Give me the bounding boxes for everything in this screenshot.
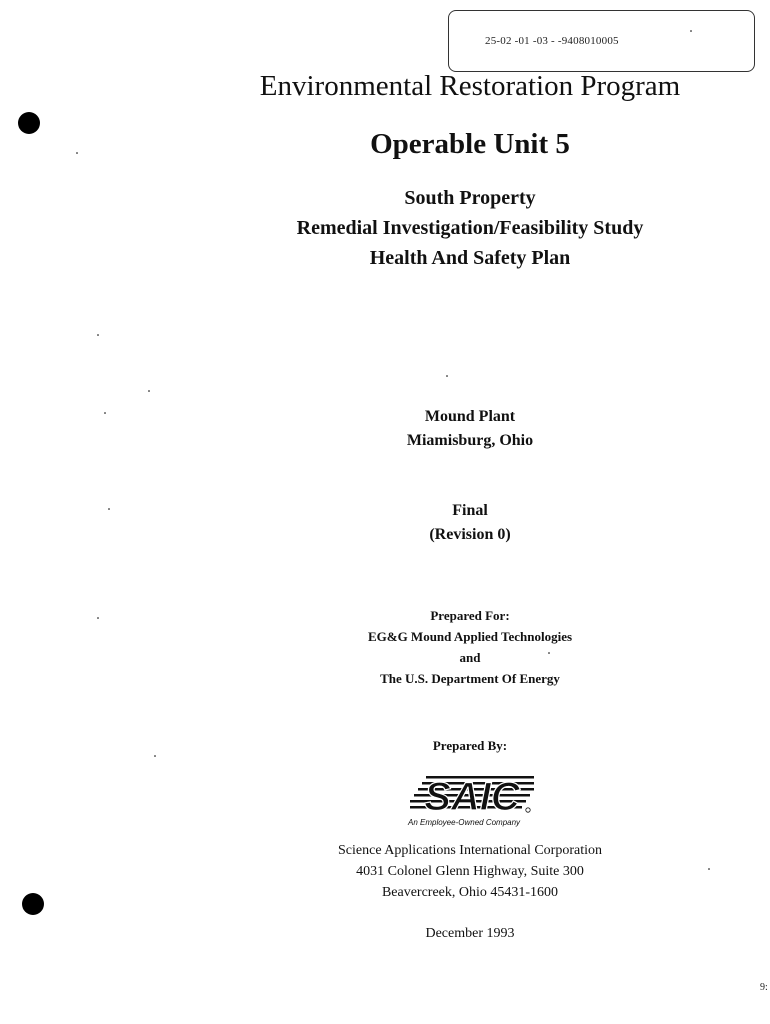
program-title: Environmental Restoration Program — [259, 70, 681, 102]
prepared-for-org-2: The U.S. Department Of Energy — [380, 671, 560, 686]
hole-punch-top — [18, 112, 40, 134]
scan-speck — [154, 755, 156, 757]
scan-speck — [97, 617, 99, 619]
company-address-line-1: 4031 Colonel Glenn Highway, Suite 300 — [356, 864, 584, 879]
page-corner-mark: 9: — [760, 982, 768, 993]
scan-speck — [148, 390, 150, 392]
company-address-line-2: Beavercreek, Ohio 45431-1600 — [381, 885, 559, 900]
scan-speck — [708, 868, 710, 870]
document-date: December 1993 — [425, 926, 515, 941]
plant-location: Miamisburg, Ohio — [406, 432, 534, 449]
prepared-for-org-1: EG&G Mound Applied Technologies — [367, 629, 573, 644]
subtitle-south-property: South Property — [404, 187, 536, 209]
subtitle-health-safety-plan: Health And Safety Plan — [369, 247, 571, 269]
scan-speck — [446, 375, 448, 377]
scan-speck — [108, 508, 110, 510]
saic-logo-graphic — [408, 772, 538, 822]
saic-tagline: An Employee-Owned Company — [408, 818, 521, 827]
document-revision: (Revision 0) — [429, 526, 511, 543]
scan-speck — [97, 334, 99, 336]
operable-unit-title: Operable Unit 5 — [370, 128, 570, 160]
plant-name: Mound Plant — [424, 408, 516, 425]
scan-speck — [690, 30, 692, 32]
scan-speck — [548, 652, 550, 654]
hole-punch-bottom — [22, 893, 44, 915]
saic-logo-text: SAIC — [424, 775, 520, 819]
subtitle-ri-fs: Remedial Investigation/Feasibility Study — [296, 217, 644, 239]
document-status: Final — [452, 502, 488, 519]
prepared-by-label: Prepared By: — [432, 738, 508, 753]
scan-speck — [76, 152, 78, 154]
document-number: 25-02 -01 -03 - -9408010005 — [485, 35, 619, 47]
scan-speck — [104, 412, 106, 414]
prepared-for-label: Prepared For: — [430, 608, 510, 623]
prepared-for-and: and — [459, 650, 481, 665]
company-name: Science Applications International Corporation — [338, 843, 602, 858]
